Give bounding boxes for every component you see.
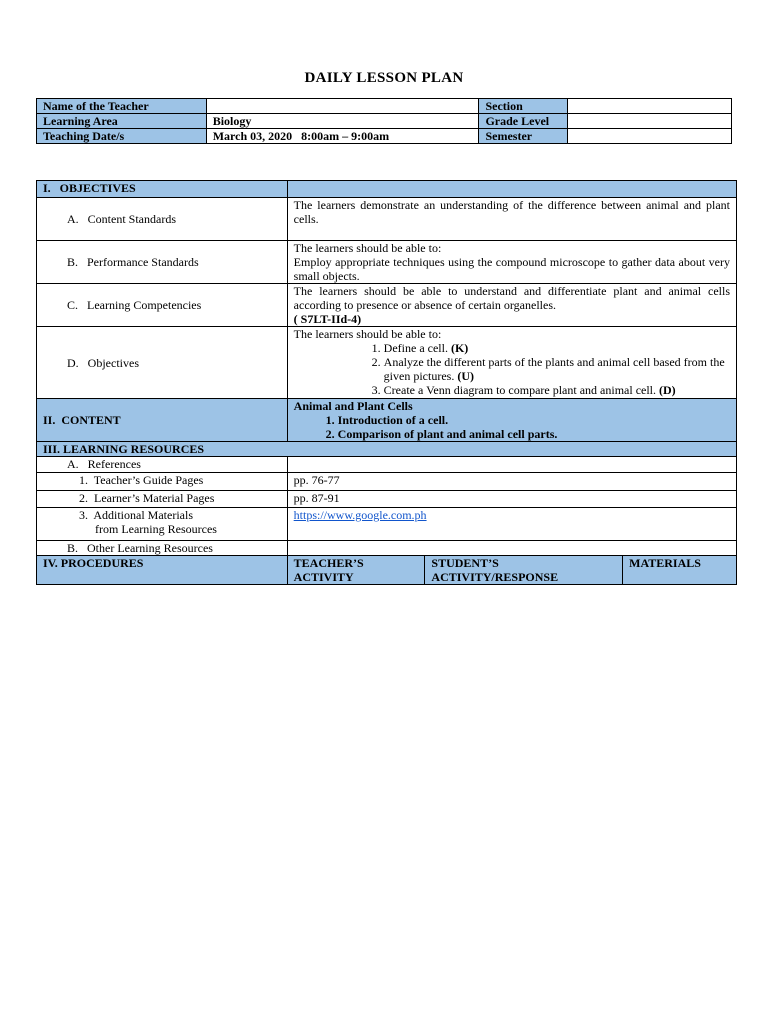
materials-header: MATERIALS (623, 556, 737, 585)
content-list (294, 413, 730, 441)
objective-item: 3. Create a Venn diagram to compare plant and animal cell. (D) (384, 383, 730, 397)
other-resources-value (287, 541, 736, 556)
objectives-label: D. Objectives (37, 327, 288, 399)
additional-materials-line2: from Learning Resources (95, 522, 217, 536)
learners-material-label: 2. Learner’s Material Pages (37, 491, 288, 508)
additional-materials-label (37, 508, 288, 541)
performance-text: Employ appropriate techniques using the compound microscope to gather data about very small objects. (293, 255, 730, 283)
references-label: A. References (37, 457, 288, 473)
objectives-heading: I. OBJECTIVES (37, 181, 288, 198)
student-activity-header: STUDENT’S ACTIVITY/RESPONSE (425, 556, 623, 585)
section-value (568, 99, 732, 114)
content-title: Animal and Plant Cells (293, 399, 413, 413)
learning-competencies-label: C. Learning Competencies (37, 284, 288, 327)
learning-competencies-cell (287, 284, 736, 327)
teacher-name-label: Name of the Teacher (37, 99, 207, 114)
objectives-cell (287, 327, 736, 399)
objectives-intro: The learners should be able to: (293, 327, 442, 341)
objective-item: 1. Define a cell. (K) (384, 341, 730, 355)
grade-level-value (568, 114, 732, 129)
grade-level-label: Grade Level (479, 114, 568, 129)
objectives-list (294, 341, 730, 397)
performance-intro: The learners should be able to: (293, 241, 442, 255)
additional-materials-value (287, 508, 736, 541)
references-value (287, 457, 736, 473)
learners-material-value: pp. 87-91 (287, 491, 736, 508)
lesson-plan-table (36, 180, 737, 585)
additional-materials-line1: 3. Additional Materials (79, 508, 193, 522)
content-item: 2. Comparison of plant and animal cell parts. (338, 427, 730, 441)
competencies-code: ( S7LT-IId-4) (293, 312, 362, 326)
learning-area-label: Learning Area (37, 114, 207, 129)
objective-item: 2. Analyze the different parts of the plants and animal cell based from the given pictures. (U) (384, 355, 730, 383)
content-standards-text: The learners demonstrate an understanding of the difference between animal and plant cells. (287, 198, 736, 241)
teaching-date-label: Teaching Date/s (37, 129, 207, 144)
teachers-guide-value: pp. 76-77 (287, 473, 736, 491)
objectives-heading-fill (287, 181, 736, 198)
content-heading: II. CONTENT (37, 399, 288, 442)
content-item: 1. Introduction of a cell. (338, 413, 730, 427)
semester-value (568, 129, 732, 144)
other-resources-label: B. Other Learning Resources (37, 541, 288, 556)
page-title: DAILY LESSON PLAN (304, 70, 464, 86)
performance-standards-cell (287, 241, 736, 284)
learning-resources-heading: III. LEARNING RESOURCES (37, 442, 737, 457)
competencies-text: The learners should be able to understand and differentiate plant and animal cells according to presence or absence of certain organelles. (293, 284, 730, 312)
performance-standards-label: B. Performance Standards (37, 241, 288, 284)
teacher-activity-header: TEACHER’S ACTIVITY (287, 556, 425, 585)
section-label: Section (479, 99, 568, 114)
learning-area-value: Biology (206, 114, 479, 129)
google-link[interactable]: https://www.google.com.ph (293, 508, 427, 522)
content-cell (287, 399, 736, 442)
teacher-info-table (36, 98, 732, 144)
teacher-name-value (206, 99, 479, 114)
procedures-heading: IV. PROCEDURES (37, 556, 288, 585)
teaching-date-value: March 03, 2020 8:00am – 9:00am (206, 129, 479, 144)
content-standards-label: A. Content Standards (37, 198, 288, 241)
semester-label: Semester (479, 129, 568, 144)
teachers-guide-label: 1. Teacher’s Guide Pages (37, 473, 288, 491)
